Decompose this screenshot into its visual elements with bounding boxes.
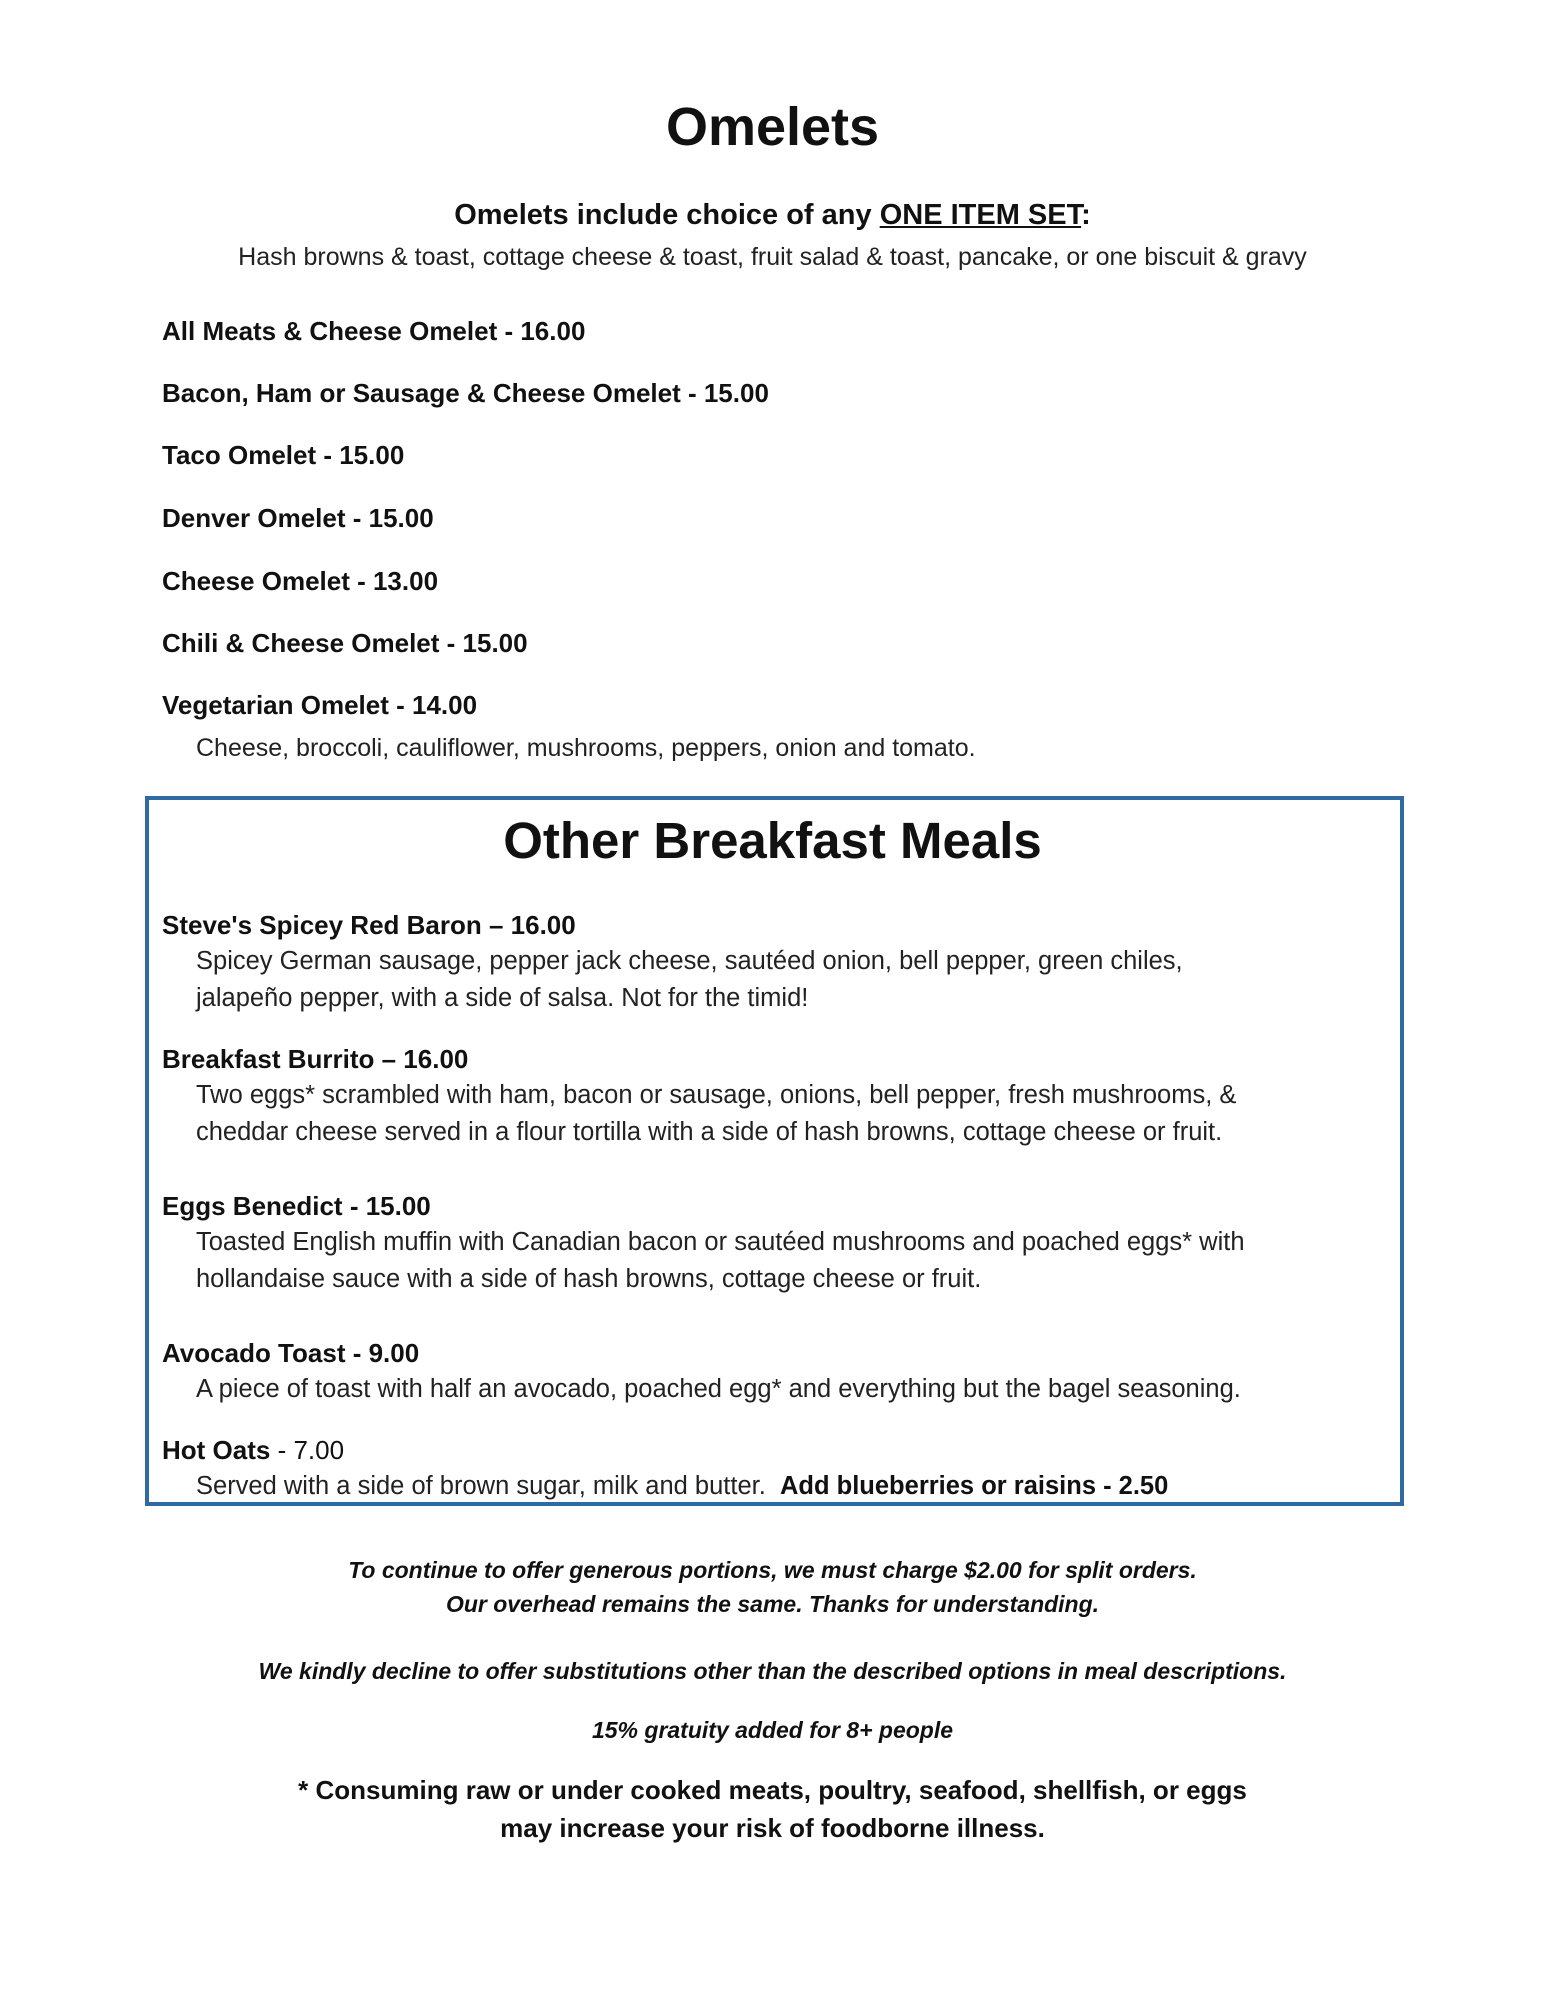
omelets-sides: Hash browns & toast, cottage cheese & toast, fruit salad & toast, pancake, or one biscuit & gravy	[238, 243, 1307, 271]
red-baron-description-line2: jalapeño pepper, with a side of salsa. Not for the timid!	[196, 984, 809, 1012]
burrito-description-line2: cheddar cheese served in a flour tortilla with a side of hash browns, cottage cheese or fruit.	[196, 1118, 1223, 1146]
substitutions-note: We kindly decline to offer substitutions other than the described options in meal descriptions.	[258, 1658, 1287, 1684]
menu-item-hot-oats	[162, 1432, 344, 1468]
menu-item-avocado-toast: Avocado Toast - 9.00	[162, 1338, 420, 1368]
hot-oats-addon: Add blueberries or raisins - 2.50	[779, 1472, 1169, 1500]
intro-emphasis: ONE ITEM SET	[879, 199, 1082, 231]
menu-item-all-meats-omelet: All Meats & Cheese Omelet - 16.00	[162, 316, 586, 346]
burrito-description-line1: Two eggs* scrambled with ham, bacon or sausage, onions, bell pepper, fresh mushrooms, &	[196, 1081, 1237, 1109]
eggs-benedict-description-line1: Toasted English muffin with Canadian bacon or sautéed mushrooms and poached eggs* with	[196, 1228, 1245, 1256]
menu-item-red-baron: Steve's Spicey Red Baron – 16.00	[162, 910, 576, 940]
hot-oats-name: Hot Oats	[162, 1435, 271, 1465]
hot-oats-description-text: Served with a side of brown sugar, milk and butter.	[196, 1472, 780, 1500]
menu-item-cheese-omelet: Cheese Omelet - 13.00	[162, 566, 439, 596]
menu-item-vegetarian-omelet: Vegetarian Omelet - 14.00	[162, 690, 478, 720]
other-meals-title: Other Breakfast Meals	[503, 812, 1042, 869]
food-safety-warning-line1: * Consuming raw or under cooked meats, poultry, seafood, shellfish, or eggs	[298, 1775, 1247, 1805]
menu-item-taco-omelet: Taco Omelet - 15.00	[162, 440, 405, 470]
gratuity-note: 15% gratuity added for 8+ people	[591, 1717, 954, 1743]
omelets-intro	[0, 196, 1545, 234]
menu-item-chili-cheese-omelet: Chili & Cheese Omelet - 15.00	[162, 628, 528, 658]
menu-item-denver-omelet: Denver Omelet - 15.00	[162, 503, 434, 533]
hot-oats-price: - 7.00	[270, 1435, 345, 1465]
hot-oats-description	[196, 1468, 1356, 1505]
intro-prefix: Omelets include choice of any	[454, 199, 880, 231]
split-order-note-line2: Our overhead remains the same. Thanks for understanding.	[445, 1591, 1100, 1617]
red-baron-description-line1: Spicey German sausage, pepper jack cheese, sautéed onion, bell pepper, green chiles,	[196, 947, 1183, 975]
intro-suffix: :	[1081, 199, 1091, 231]
menu-item-breakfast-burrito: Breakfast Burrito – 16.00	[162, 1044, 469, 1074]
eggs-benedict-description-line2: hollandaise sauce with a side of hash browns, cottage cheese or fruit.	[196, 1265, 982, 1293]
omelets-title: Omelets	[665, 97, 880, 157]
food-safety-warning-line2: may increase your risk of foodborne illness.	[500, 1813, 1045, 1843]
menu-item-bacon-ham-sausage-omelet: Bacon, Ham or Sausage & Cheese Omelet - 15.00	[162, 378, 769, 408]
vegetarian-omelet-description: Cheese, broccoli, cauliflower, mushrooms, peppers, onion and tomato.	[196, 734, 976, 762]
split-order-note-line1: To continue to offer generous portions, we must charge $2.00 for split orders.	[348, 1557, 1197, 1583]
avocado-toast-description: A piece of toast with half an avocado, poached egg* and everything but the bagel seasoning.	[196, 1375, 1241, 1403]
menu-item-eggs-benedict: Eggs Benedict - 15.00	[162, 1191, 431, 1221]
